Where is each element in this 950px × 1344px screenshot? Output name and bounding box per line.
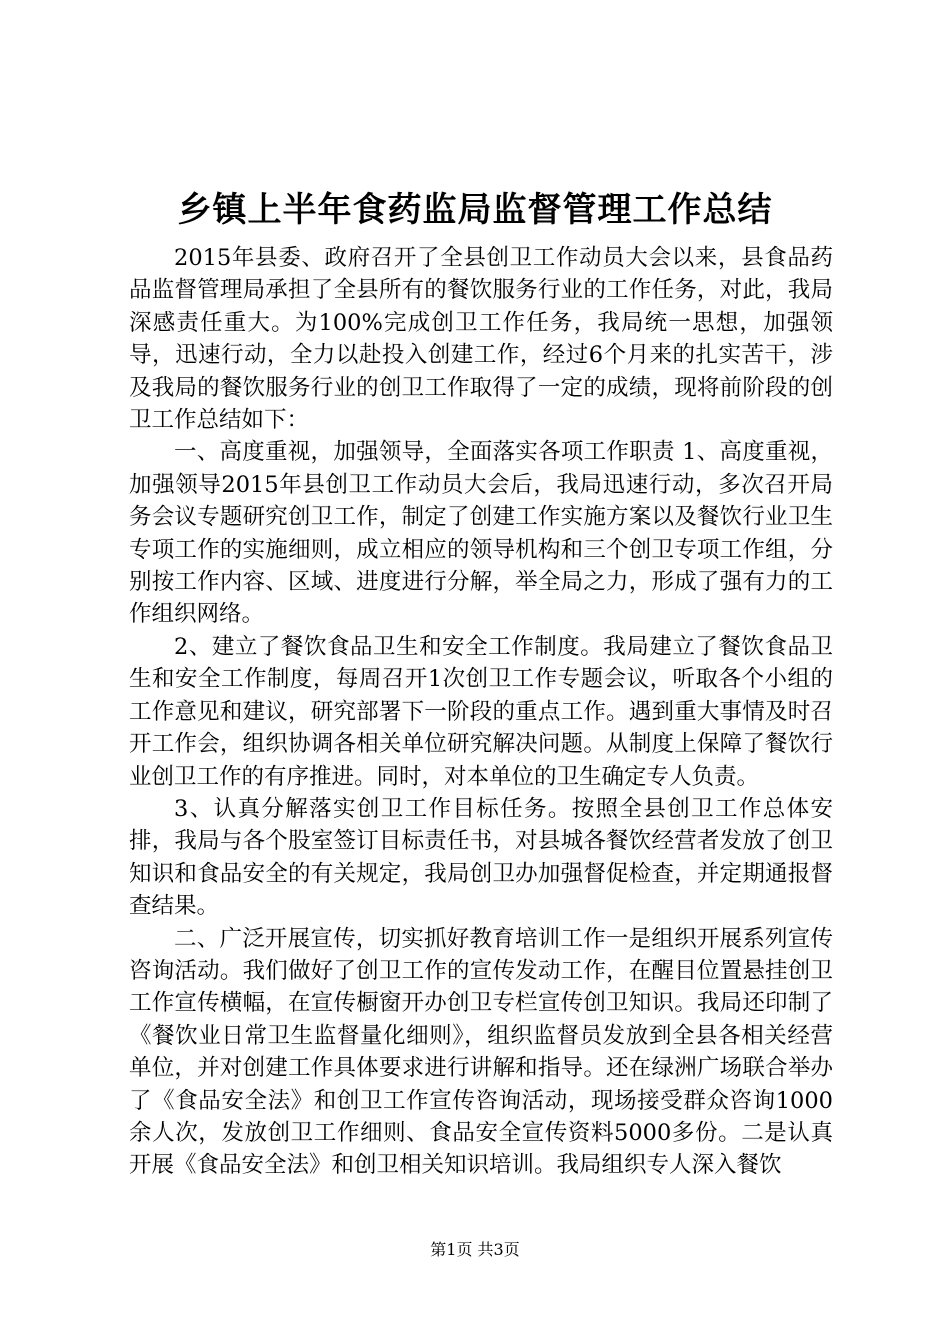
page-number-footer: 第1页 共3页: [430, 1240, 520, 1259]
document-title: 乡镇上半年食药监局监督管理工作总结: [177, 190, 773, 230]
paragraph-intro: 2015年县委、政府召开了全县创卫工作动员大会以来，县食品药品监督管理局承担了全县所有的餐饮服务行业的工作任务，对此，我局深感责任重大。为100%完成创卫工作任务，我局统一思想，加强领导，迅速行动，全力以赴投入创建工作，经过6个月来的扎实苦干，涉及我局的餐饮服务行业的创卫工作取得了一定的成绩，现将前阶段的创卫工作总结如下：: [129, 245, 833, 434]
paragraph-section-2: 二、广泛开展宣传，切实抓好教育培训工作一是组织开展系列宣传咨询活动。我们做好了创卫工作的宣传发动工作，在醒目位置悬挂创卫工作宣传横幅，在宣传橱窗开办创卫专栏宣传创卫知识。我局还印制了《餐饮业日常卫生监督量化细则》，组织监督员发放到全县各相关经营单位，并对创建工作具体要求进行讲解和指导。还在绿洲广场联合举办了《食品安全法》和创卫工作宣传咨询活动，现场接受群众咨询1000余人次，发放创卫工作细则、食品安全宣传资料5000多份。二是认真开展《食品安全法》和创卫相关知识培训。我局组织专人深入餐饮: [129, 925, 833, 1179]
paragraph-item-3: 3、认真分解落实创卫工作目标任务。按照全县创卫工作总体安排，我局与各个股室签订目标责任书，对县城各餐饮经营者发放了创卫知识和食品安全的有关规定，我局创卫办加强督促检查，并定期通报督查结果。: [129, 795, 833, 920]
paragraph-section-1: 一、高度重视，加强领导，全面落实各项工作职责 1、高度重视，加强领导2015年县创卫工作动员大会后，我局迅速行动，多次召开局务会议专题研究创卫工作，制定了创建工作实施方案以及餐饮行业卫生专项工作的实施细则，成立相应的领导机构和三个创卫专项工作组，分别按工作内容、区域、进度进行分解，举全局之力，形成了强有力的工作组织网络。: [129, 439, 833, 628]
paragraph-item-2: 2、建立了餐饮食品卫生和安全工作制度。我局建立了餐饮食品卫生和安全工作制度，每周召开1次创卫工作专题会议，听取各个小组的工作意见和建议，研究部署下一阶段的重点工作。遇到重大事情及时召开工作会，组织协调各相关单位研究解决问题。从制度上保障了餐饮行业创卫工作的有序推进。同时，对本单位的卫生确定专人负责。: [129, 633, 833, 790]
document-body: [129, 242, 833, 1182]
